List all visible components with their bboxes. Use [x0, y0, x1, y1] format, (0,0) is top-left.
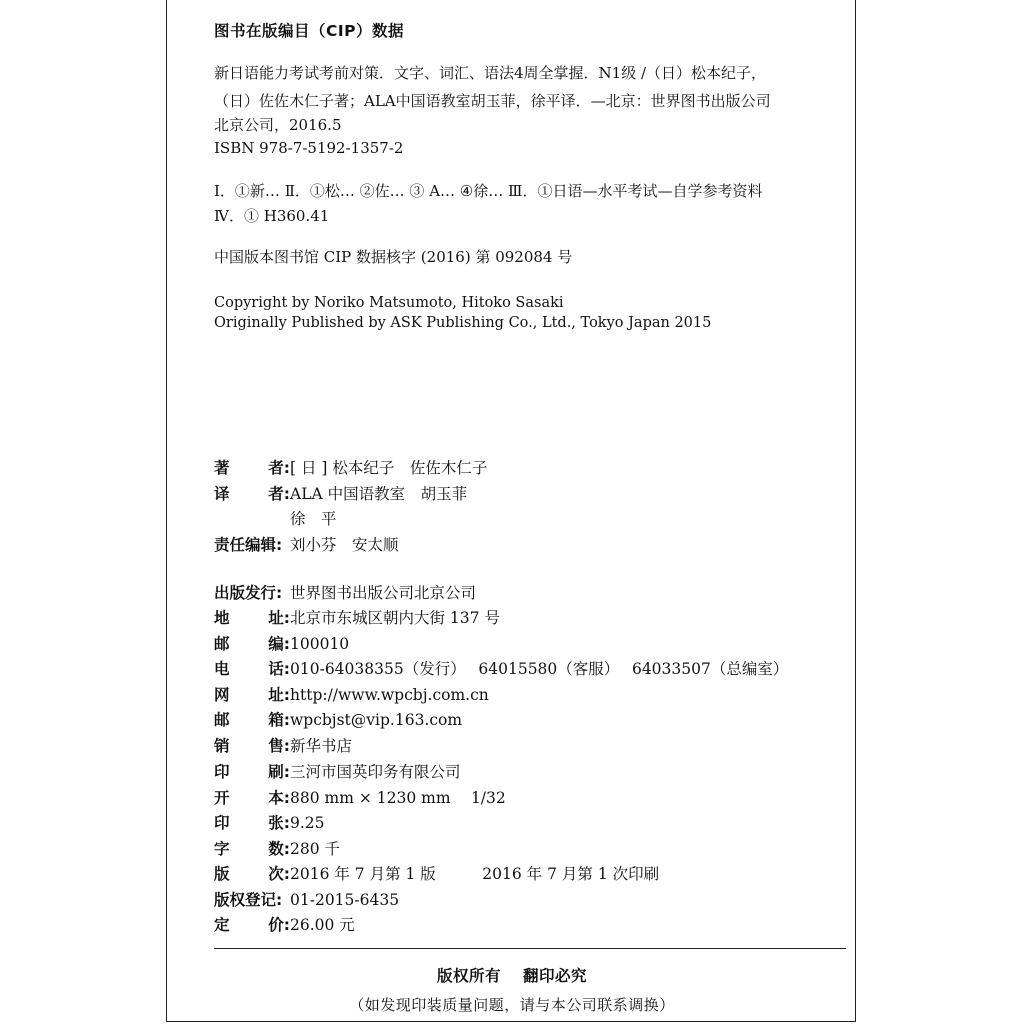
- cip-classification-1: Ⅰ．①新… Ⅱ．①松… ②佐… ③ A… ④徐… Ⅲ．①日语—水平考试—自学参考资料: [214, 182, 763, 200]
- label-price: 定 价:: [214, 916, 290, 934]
- cip-line-3: 北京公司，2016.5: [214, 116, 342, 134]
- value-publisher: 世界图书出版公司北京公司: [290, 584, 477, 602]
- footer-divider: [214, 948, 846, 949]
- label-word-count: 字 数:: [214, 840, 290, 858]
- value-postcode: 100010: [290, 635, 350, 653]
- value-copyright-registration: 01-2015-6435: [290, 891, 400, 909]
- row-copyright-registration: [214, 888, 399, 912]
- value-format: 880 mm × 1230 mm 1/32: [290, 789, 506, 807]
- row-postcode: [214, 632, 349, 656]
- quality-notice: （如发现印装质量问题，请与本公司联系调换）: [349, 996, 675, 1014]
- label-phone: 电 话:: [214, 660, 290, 678]
- row-website: [214, 683, 489, 707]
- label-format: 开 本:: [214, 789, 290, 807]
- cip-line-2: （日）佐佐木仁子著；ALA中国语教室胡玉菲，徐平译．—北京：世界图书出版公司: [214, 92, 771, 110]
- row-word-count: [214, 837, 340, 861]
- label-sheets: 印 张:: [214, 814, 290, 832]
- row-address: [214, 606, 500, 630]
- row-translators-2: [214, 507, 337, 531]
- value-authors: [ 日 ] 松本纪子 佐佐木仁子: [290, 459, 488, 477]
- row-email: [214, 708, 462, 732]
- value-website: http://www.wpcbj.com.cn: [290, 686, 489, 704]
- value-sales: 新华书店: [290, 737, 353, 755]
- cip-record-number: 中国版本图书馆 CIP 数据核字 (2016) 第 092084 号: [214, 248, 573, 266]
- row-sales: [214, 734, 352, 758]
- cip-heading: 图书在版编目（CIP）数据: [214, 22, 405, 40]
- row-price: [214, 913, 355, 937]
- cip-classification-2: Ⅳ．① H360.41: [214, 207, 330, 225]
- copyright-line-1: Copyright by Noriko Matsumoto, Hitoko Sasaki: [214, 295, 564, 311]
- rights-reserved: 版权所有 翻印必究: [437, 967, 587, 985]
- value-translators: ALA 中国语教室 胡玉菲: [290, 485, 468, 503]
- label-edition: 版 次:: [214, 865, 290, 883]
- label-sales: 销 售:: [214, 737, 290, 755]
- label-translators: 译 者:: [214, 485, 290, 503]
- cip-isbn: ISBN 978-7-5192-1357-2: [214, 139, 404, 157]
- value-printer: 三河市国英印务有限公司: [290, 763, 461, 781]
- label-printer: 印 刷:: [214, 763, 290, 781]
- value-email: wpcbjst@vip.163.com: [290, 711, 463, 729]
- value-phone: 010-64038355（发行） 64015580（客服） 64033507（总编室）: [290, 660, 789, 678]
- value-sheets: 9.25: [290, 814, 325, 832]
- label-address: 地 址:: [214, 609, 290, 627]
- value-word-count: 280 千: [290, 840, 341, 858]
- label-editor: 责任编辑:: [214, 536, 283, 554]
- label-email: 邮 箱:: [214, 711, 290, 729]
- row-edition: [214, 862, 659, 886]
- value-edition: 2016 年 7 月第 1 版 2016 年 7 月第 1 次印刷: [290, 865, 660, 883]
- row-publisher: [214, 581, 476, 605]
- row-format: [214, 786, 506, 810]
- copyright-line-2: Originally Published by ASK Publishing Co., Ltd., Tokyo Japan 2015: [214, 315, 712, 331]
- cip-line-1: 新日语能力考试考前对策．文字、词汇、语法4周全掌握．N1级 /（日）松本纪子，: [214, 64, 767, 82]
- value-editor: 刘小芬 安太顺: [290, 536, 399, 554]
- label-copyright-registration: 版权登记:: [214, 891, 283, 909]
- value-price: 26.00 元: [290, 916, 355, 934]
- row-authors: [214, 456, 487, 480]
- row-phone: [214, 657, 788, 681]
- label-authors: 著 者:: [214, 459, 290, 477]
- value-translators-2: 徐 平: [290, 510, 337, 528]
- label-publisher: 出版发行:: [214, 584, 283, 602]
- value-address: 北京市东城区朝内大街 137 号: [290, 609, 500, 627]
- row-printer: [214, 760, 461, 784]
- row-translators: [214, 482, 467, 506]
- row-editor: [214, 533, 399, 557]
- label-website: 网 址:: [214, 686, 290, 704]
- label-postcode: 邮 编:: [214, 635, 290, 653]
- row-sheets: [214, 811, 325, 835]
